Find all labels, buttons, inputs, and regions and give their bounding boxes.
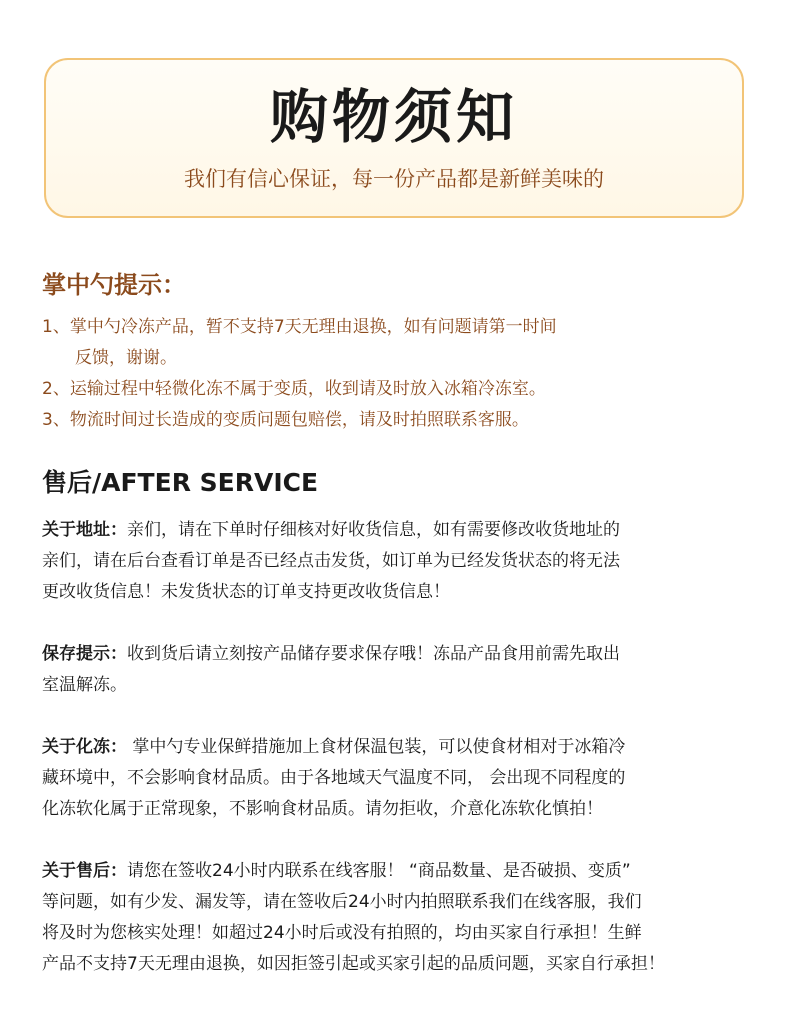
tip-line: 3、物流时间过长造成的变质问题包赔偿，请及时拍照联系客服。 [42, 410, 529, 430]
paragraph-text: 收到货后请立刻按产品储存要求保存哦！冻品产品食用前需先取出 [127, 644, 620, 664]
paragraph-text: 亲们，请在下单时仔细核对好收货信息，如有需要修改收货地址的 [127, 520, 620, 540]
paragraph-line [42, 639, 762, 670]
paragraph-line: 等问题，如有少发、漏发等，请在签收后24小时内拍照联系我们在线客服，我们 [42, 892, 642, 912]
address-paragraph [42, 515, 762, 608]
after-service-heading: 售后/AFTER SERVICE [42, 468, 319, 497]
paragraph-text: 掌中勺专业保鲜措施加上食材保温包装，可以使食材相对于冰箱冷 [127, 737, 626, 757]
paragraph-label: 保存提示： [42, 644, 127, 664]
paragraph-line: 产品不支持7天无理由退换，如因拒签引起或买家引起的品质问题，买家自行承担！ [42, 954, 665, 974]
tip-line-continuation: 反馈，谢谢。 [75, 348, 177, 368]
notice-subtitle: 我们有信心保证，每一份产品都是新鲜美味的 [184, 167, 604, 191]
paragraph-line [42, 515, 762, 546]
tip-line: 2、运输过程中轻微化冻不属于变质，收到请及时放入冰箱冷冻室。 [42, 379, 546, 399]
notice-card [44, 58, 744, 218]
tip-line: 1、掌中勺冷冻产品，暂不支持7天无理由退换，如有问题请第一时间 [42, 317, 557, 337]
paragraph-line: 将及时为您核实处理！如超过24小时后或没有拍照的，均由买家自行承担！生鲜 [42, 923, 642, 943]
page-title: 购物须知 [269, 83, 518, 151]
paragraph-text: 请您在签收24小时内联系在线客服！ “商品数量、是否破损、变质” [127, 861, 631, 881]
tips-heading: 掌中勺提示： [42, 271, 186, 299]
after-service-section [42, 466, 762, 1011]
paragraph-label: 关于售后： [42, 861, 127, 881]
paragraph-line: 亲们，请在后台查看订单是否已经点击发货，如订单为已经发货状态的将无法 [42, 551, 620, 571]
tips-section [42, 268, 762, 436]
paragraph-line [42, 856, 762, 887]
after-sales-paragraph [42, 856, 762, 980]
storage-paragraph [42, 639, 762, 701]
paragraph-line [42, 732, 762, 763]
paragraph-label: 关于化冻： [42, 737, 127, 757]
paragraph-label: 关于地址： [42, 520, 127, 540]
paragraph-line: 更改收货信息！未发货状态的订单支持更改收货信息！ [42, 582, 450, 602]
paragraph-line: 室温解冻。 [42, 675, 127, 695]
paragraph-line: 藏环境中，不会影响食材品质。由于各地域天气温度不同， 会出现不同程度的 [42, 768, 626, 788]
thawing-paragraph [42, 732, 762, 825]
paragraph-line: 化冻软化属于正常现象，不影响食材品质。请勿拒收，介意化冻软化慎拍！ [42, 799, 603, 819]
